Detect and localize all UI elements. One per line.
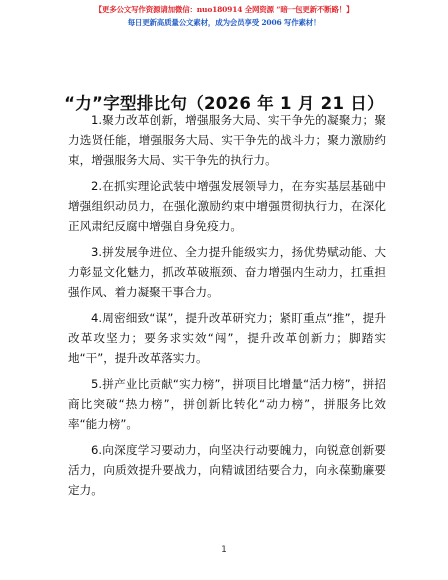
paragraph-3: 3.拼发展争进位、全力提升能级实力，扬优势赋动能、大力彰显文化魅力，抓改革破瓶颈、奋力增强内生动力，扛重担强作风、着力凝聚干事合力。 [68, 245, 386, 299]
document-title: “力”字型排比句（2026 年 1 月 21 日） [64, 94, 384, 113]
page-number: 1 [221, 545, 227, 555]
paragraph-5: 5.拼产业比贡献“实力榜”，拼项目比增量“活力榜”，拼招商比突破“热力榜”，拼创新比转化“动力榜”，拼服务比效率“能力榜”。 [68, 377, 386, 431]
paragraph-2: 2.在抓实理论武装中增强发展领导力，在夯实基层基础中增强组织动员力，在强化激励约束中增强贯彻执行力，在深化正风肃纪反腐中增强自身免疫力。 [68, 179, 386, 233]
promo-banner-line-2: 每日更新高质量公文素材，成为会员享受 2006 写作素材！ [127, 18, 321, 27]
paragraph-4: 4.周密细致“谋”，提升改革研究力；紧盯重点“推”，提升改革攻坚力；要务求实效“闯”，提升改革创新力；脚踏实地“干”，提升改革落实力。 [68, 311, 386, 365]
paragraph-1: 1.聚力改革创新，增强服务大局、实干争先的凝聚力；聚力选贤任能，增强服务大局、实干争先的战斗力；聚力激励约束，增强服务大局、实干争先的执行力。 [68, 113, 386, 167]
promo-banner-line-1: 【更多公文写作资源请加微信：nuo180914 全网资源 “暗一包更新不断路！】 [94, 5, 354, 14]
paragraph-6: 6.向深度学习要动力，向坚决行动要魄力，向锐意创新要活力，向质效提升要战力，向精诚团结要合力，向永葆勤廉要定力。 [68, 443, 386, 497]
